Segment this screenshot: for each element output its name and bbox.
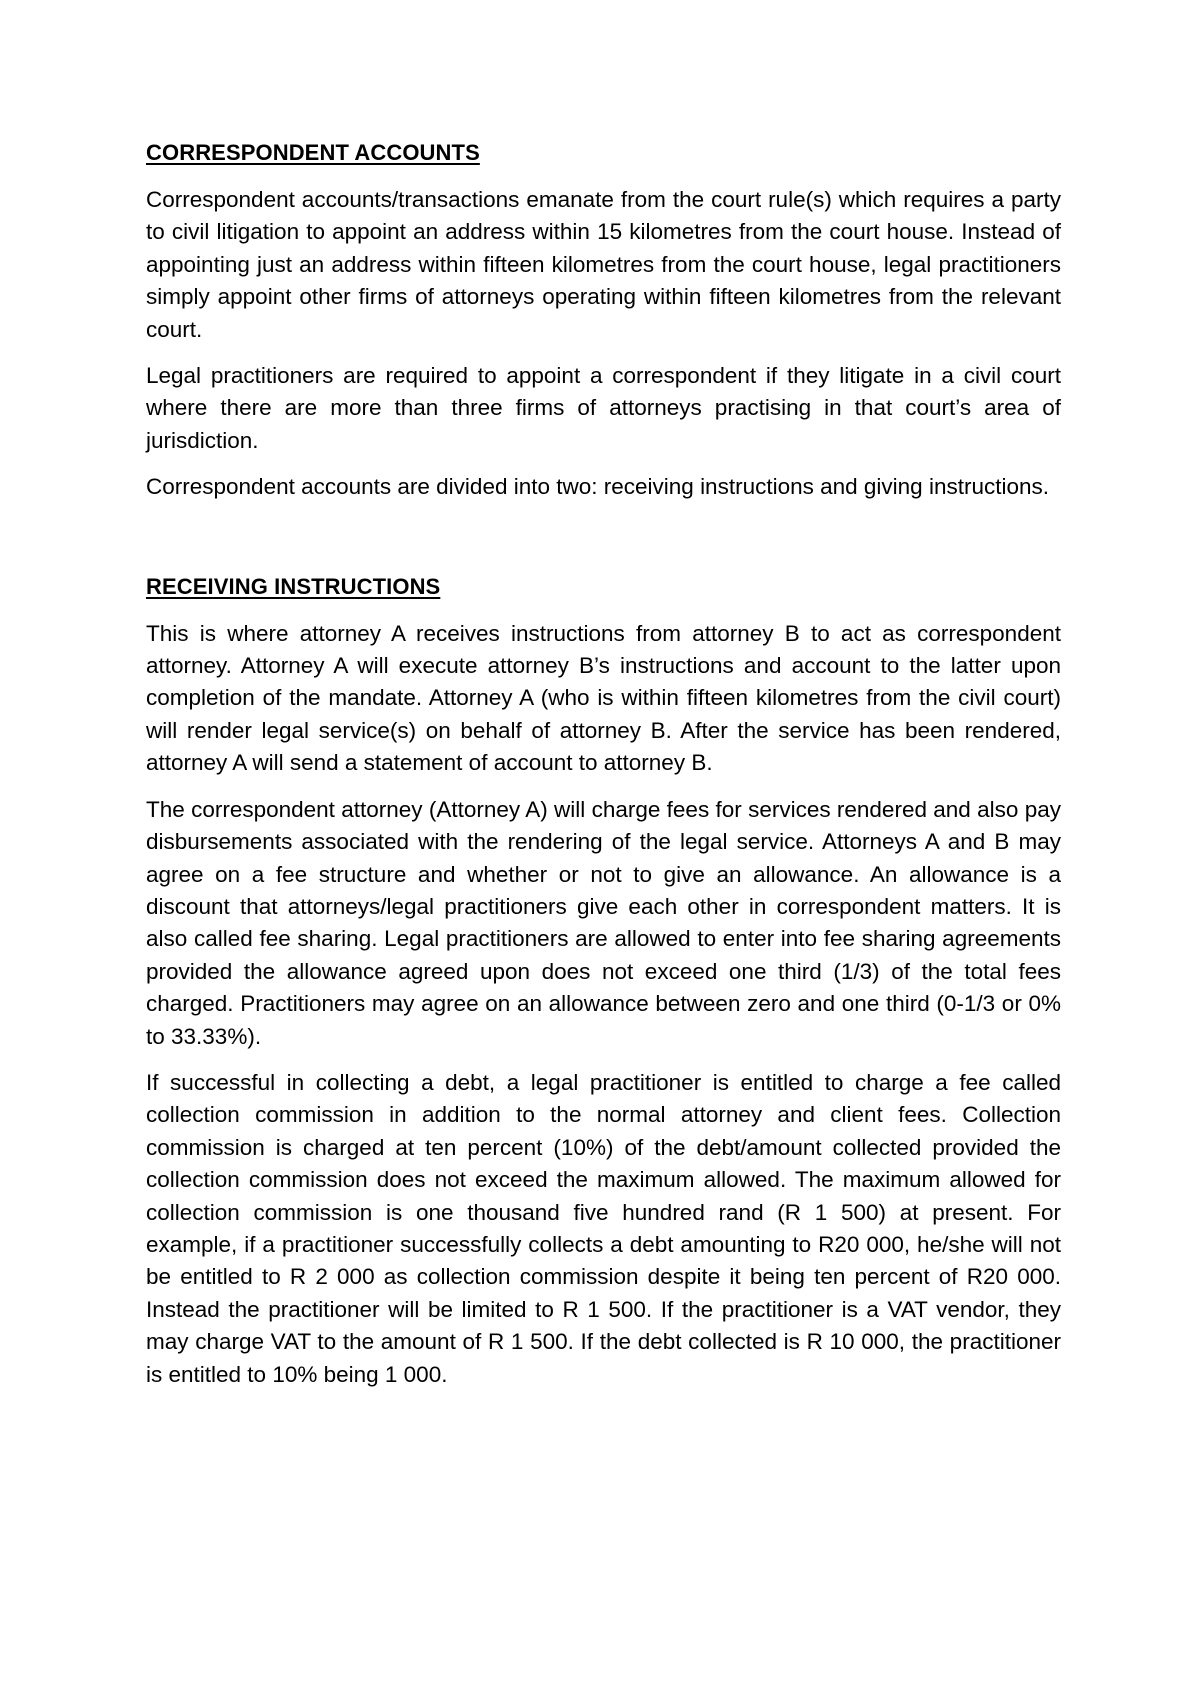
section-heading: RECEIVING INSTRUCTIONS [146, 573, 441, 599]
section-heading: CORRESPONDENT ACCOUNTS [146, 140, 480, 165]
section-receiving-instructions [146, 574, 1061, 1391]
paragraph: The correspondent attorney (Attorney A) will charge fees for services rendered and also pay disbursements associated with the rendering of the legal service. Attorneys A and B may agree on a fee structure and whether or not to give an allowance. An allowance is a discount that attorneys/legal practitioners give each other in correspondent matters. It is also called fee sharing. Legal practitioners are allowed to enter into fee sharing agreements provided the allowance agreed upon does not exceed one third (1/3) of the total fees charged. Practitioners may agree on an allowance between zero and one third (0-1/3 or 0% to 33.33%). [146, 796, 1061, 1049]
paragraph: If successful in collecting a debt, a legal practitioner is entitled to charge a fee called collection commission in addition to the normal attorney and client fees. Collection commission is charged at ten percent (10%) of the debt/amount collected provided the collection commission does not exceed the maximum allowed. The maximum allowed for collection commission is one thousand five hundred rand (R 1 500) at present. For example, if a practitioner successfully collects a debt amounting to R20 000, he/she will not be entitled to R 2 000 as collection commission despite it being ten percent of R20 000. Instead the practitioner will be limited to R 1 500. If the practitioner is a VAT vendor, they may charge VAT to the amount of R 1 500. If the debt collected is R 10 000, the practitioner is entitled to 10% being 1 000. [146, 1069, 1061, 1387]
section-correspondent-accounts [146, 140, 1061, 504]
paragraph: Legal practitioners are required to appoint a correspondent if they litigate in a civil court where there are more than three firms of attorneys practising in that court’s area of jurisdiction. [146, 363, 1061, 453]
paragraph: Correspondent accounts/transactions emanate from the court rule(s) which requires a party to civil litigation to appoint an address within 15 kilometres from the court house. Instead of appointing just an address within fifteen kilometres from the court house, legal practitioners simply appoint other firms of attorneys operating within fifteen kilometres from the relevant court. [146, 187, 1061, 342]
paragraph: This is where attorney A receives instructions from attorney B to act as correspondent attorney. Attorney A will execute attorney B’s instructions and account to the latter upon completion of the mandate. Attorney A (who is within fifteen kilometres from the civil court) will render legal service(s) on behalf of attorney B. After the service has been rendered, attorney A will send a statement of account to attorney B. [146, 620, 1061, 776]
document-page [146, 140, 1061, 1405]
paragraph: Correspondent accounts are divided into two: receiving instructions and giving instructions. [146, 474, 1049, 500]
section-divider-space [146, 518, 1061, 574]
